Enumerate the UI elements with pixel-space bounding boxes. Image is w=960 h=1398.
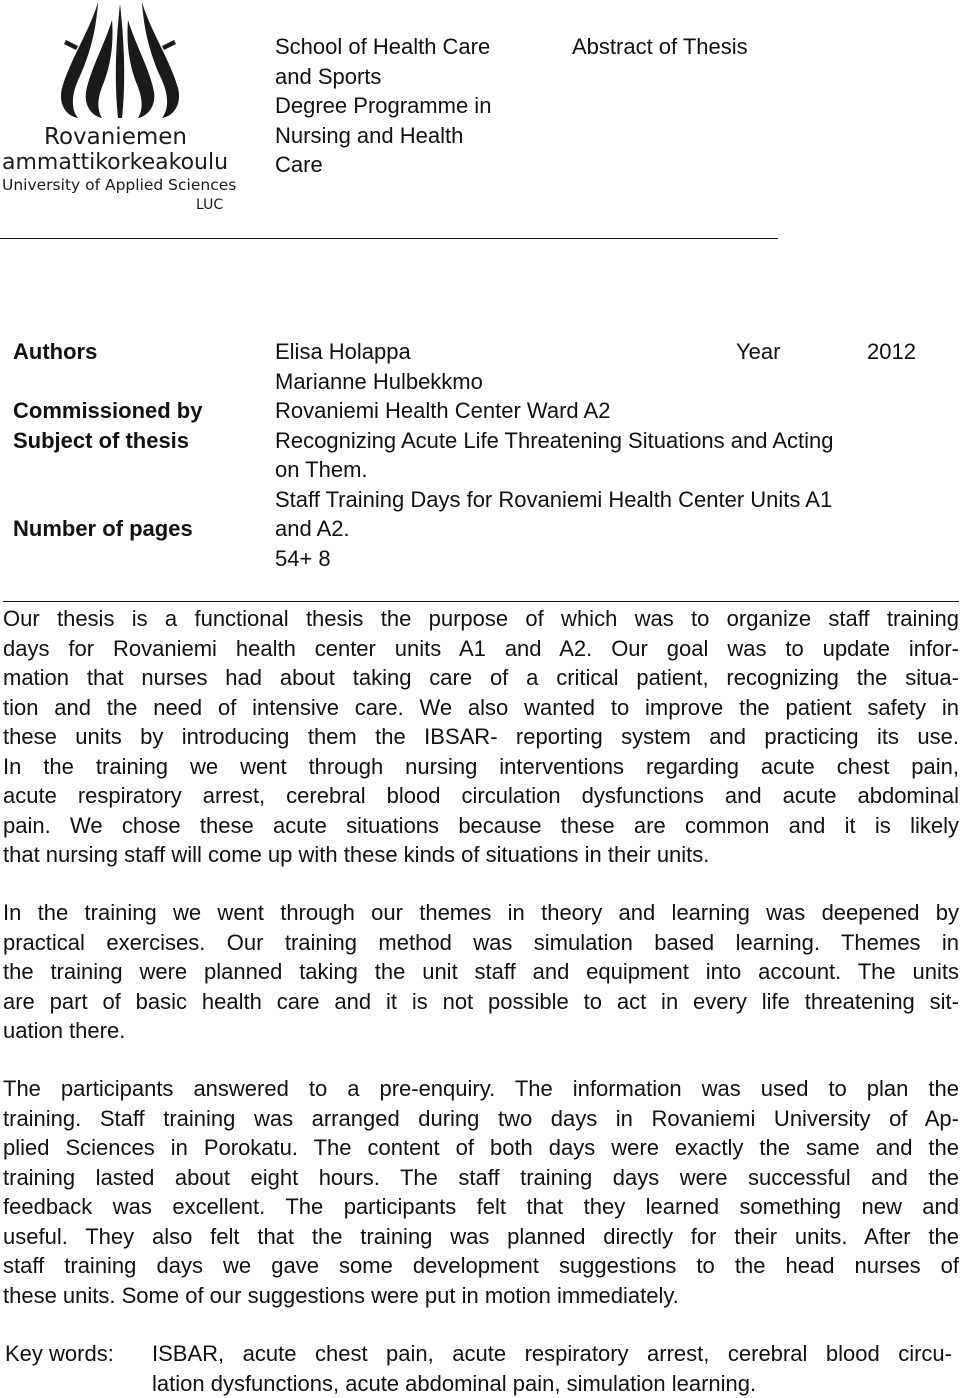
text-line: plied Sciences in Porokatu. The content of both days were exactly the same and the [3, 1135, 959, 1160]
subject-label: Subject of thesis [13, 427, 190, 453]
subject-line: Staff Training Days for Rovaniemi Health Center Units A1 [275, 486, 833, 512]
logo-name-line3: University of Applied Sciences [2, 176, 237, 194]
text-line: uation there. [3, 1018, 126, 1043]
text-line: ISBAR, acute chest pain, acute respiratory arrest, cerebral blood circu- [152, 1341, 952, 1366]
pages-value: 54+ 8 [275, 545, 331, 571]
author-name: Elisa Holappa [275, 339, 411, 364]
meta-divider [3, 601, 959, 602]
text-line: Our thesis is a functional thesis the purpose of which was to organize staff training [3, 606, 959, 631]
logo-abbr: LUC [196, 197, 224, 213]
logo-name-line2: ammattikorkeakoulu [2, 150, 229, 175]
year-label: Year [736, 339, 781, 364]
commissioned-value: Rovaniemi Health Center Ward A2 [275, 398, 611, 423]
commissioned-label: Commissioned by [13, 398, 203, 423]
text-line: these units. Some of our suggestions were put in motion immediately. [3, 1282, 679, 1308]
abstract-paragraph-1 [3, 604, 959, 870]
authors-label: Authors [13, 339, 98, 364]
text-line: training. Staff training was arranged during two days in Rovaniemi University of Ap- [3, 1105, 959, 1131]
text-line: days for Rovaniemi health center units A1 and A2. Our goal was to update infor- [3, 635, 959, 661]
text-line: these units by introducing them the IBSAR- reporting system and practicing its use. [3, 724, 959, 749]
text-line: The participants answered to a pre-enquiry. The information was used to plan the [3, 1076, 959, 1101]
keywords-label: Key words: [5, 1341, 114, 1366]
text-line: In the training we went through nursing interventions regarding acute chest pain, [3, 753, 959, 779]
university-logo [0, 0, 240, 220]
year-value: 2012 [867, 339, 916, 364]
school-programme [275, 32, 545, 180]
text-line: are part of basic health care and it is not possible to act in every life threatening sit- [3, 988, 959, 1014]
text-line: that nursing staff will come up with these kinds of situations in their units. [3, 842, 710, 867]
keywords-value [152, 1339, 952, 1398]
text-line: In the training we went through our themes in theory and learning was deepened by [3, 900, 959, 925]
pages-label: Number of pages [13, 516, 193, 541]
abstract-paragraph-2 [3, 898, 959, 1046]
text-line: training lasted about eight hours. The staff training days were successful and the [3, 1164, 959, 1190]
text-line: lation dysfunctions, acute abdominal pain, simulation learning. [152, 1370, 757, 1396]
text-line: useful. They also felt that the training was planned directly for their units. After the [3, 1223, 959, 1249]
school-line: Care [275, 152, 323, 177]
logo-name-line1: Rovaniemen [44, 124, 187, 150]
text-line: practical exercises. Our training method was simulation based learning. Themes in [3, 929, 959, 955]
logo-emblem-icon [0, 0, 240, 125]
text-line: pain. We chose these acute situations because these are common and it is likely [3, 812, 959, 838]
school-line: Degree Programme in [275, 93, 492, 118]
subject-line: and A2. [275, 516, 350, 541]
text-line: tion and the need of intensive care. We also wanted to improve the patient safety in [3, 694, 959, 720]
abstract-paragraph-3 [3, 1074, 959, 1310]
school-line: and Sports [275, 63, 382, 89]
text-line: feedback was excellent. The participants felt that they learned something new and [3, 1194, 959, 1219]
document-type: Abstract of Thesis [572, 34, 748, 59]
subject-line: on Them. [275, 457, 368, 482]
header-divider [0, 238, 778, 239]
text-line: staff training days we gave some development suggestions to the head nurses of [3, 1253, 959, 1278]
school-line: School of Health Care [275, 34, 491, 59]
text-line: mation that nurses had about taking care of a critical patient, recognizing the situa- [3, 665, 959, 690]
text-line: the training were planned taking the unit staff and equipment into account. The units [3, 959, 959, 984]
school-line: Nursing and Health [275, 122, 464, 148]
subject-line: Recognizing Acute Life Threatening Situations and Acting [275, 427, 834, 453]
author-name: Marianne Hulbekkmo [275, 368, 483, 394]
text-line: acute respiratory arrest, cerebral blood circulation dysfunctions and acute abdominal [3, 783, 959, 808]
